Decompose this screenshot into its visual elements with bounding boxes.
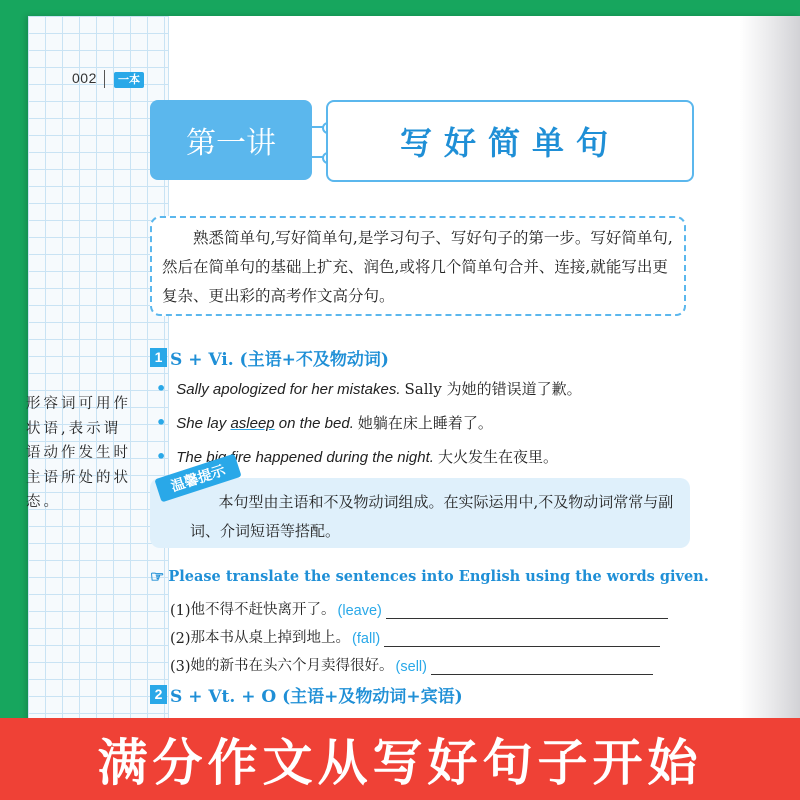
pointing-hand-icon: ☞	[150, 567, 165, 586]
section-2-title: S + Vt. + O (主语+及物动词+宾语)	[170, 687, 463, 707]
section-1-title: S + Vi. (主语+不及物动词)	[170, 350, 389, 370]
lecture-title-box	[326, 100, 694, 182]
example-english: The big fire happened during the night.	[176, 449, 434, 466]
header-divider	[104, 70, 105, 88]
page-number: 002	[72, 70, 97, 86]
exercise-item	[170, 654, 653, 675]
banner-text: 满分作文从写好句子开始	[97, 734, 703, 792]
exercise-number: (1)	[170, 603, 191, 619]
lecture-label-box	[150, 100, 312, 180]
section-1-heading	[150, 345, 389, 370]
example-chinese: 大火发生在夜里。	[437, 448, 558, 466]
example-chinese: 她躺在床上睡着了。	[357, 414, 493, 432]
answer-blank[interactable]	[386, 604, 668, 619]
tip-tag: 温馨提示	[154, 454, 241, 503]
intro-paragraph: 熟悉简单句,写好简单句,是学习句子、写好句子的第一步。写好简单句,然后在简单句的基础上扩充、润色,或将几个简单句合并、连接,就能写出更复杂、更出彩的高考作文高分句。	[150, 216, 686, 316]
bullet-icon: •	[156, 413, 167, 432]
answer-blank[interactable]	[384, 632, 660, 647]
example-english: Sally apologized for her mistakes.	[176, 381, 401, 398]
page-fold-shadow	[740, 16, 800, 800]
bullet-icon: •	[156, 379, 167, 398]
exercise-hint: (sell)	[395, 659, 427, 675]
underlined-word: asleep	[230, 415, 275, 432]
exercise-hint: (fall)	[352, 631, 381, 647]
exercise-instruction: Please translate the sentences into English using the words given.	[168, 568, 709, 585]
tip-text: 本句型由主语和不及物动词组成。在实际运用中,不及物动词常常与副词、介词短语等搭配。	[190, 493, 674, 540]
example-english: She lay asleep on the bed.	[176, 415, 354, 432]
promo-banner	[0, 718, 800, 800]
exercise-number: (2)	[170, 631, 191, 647]
exercise-item	[170, 626, 660, 647]
side-note: 形容词可用作状语,表示谓语动作发生时主语所处的状态。	[26, 396, 131, 510]
example-item	[156, 412, 493, 433]
answer-blank[interactable]	[431, 660, 653, 675]
bullet-icon: •	[156, 447, 167, 466]
section-2-heading	[150, 682, 463, 707]
lecture-title: 写好简单句	[399, 124, 620, 162]
exercise-item	[170, 598, 668, 619]
exercise-number: (3)	[170, 659, 191, 675]
lecture-label: 第一讲	[186, 126, 276, 161]
series-badge: 一本	[114, 72, 144, 88]
exercise-text: 他不得不赶快离开了。	[190, 602, 336, 618]
exercise-text: 那本书从桌上掉到地上。	[190, 630, 351, 646]
section-1-number: 1	[150, 348, 167, 367]
section-2-number: 2	[150, 685, 167, 704]
example-item	[156, 378, 582, 399]
example-chinese: Sally 为她的错误道了歉。	[404, 380, 582, 398]
exercise-hint: (leave)	[337, 603, 382, 619]
exercise-heading	[150, 567, 709, 586]
exercise-text: 她的新书在头六个月卖得很好。	[190, 658, 394, 674]
